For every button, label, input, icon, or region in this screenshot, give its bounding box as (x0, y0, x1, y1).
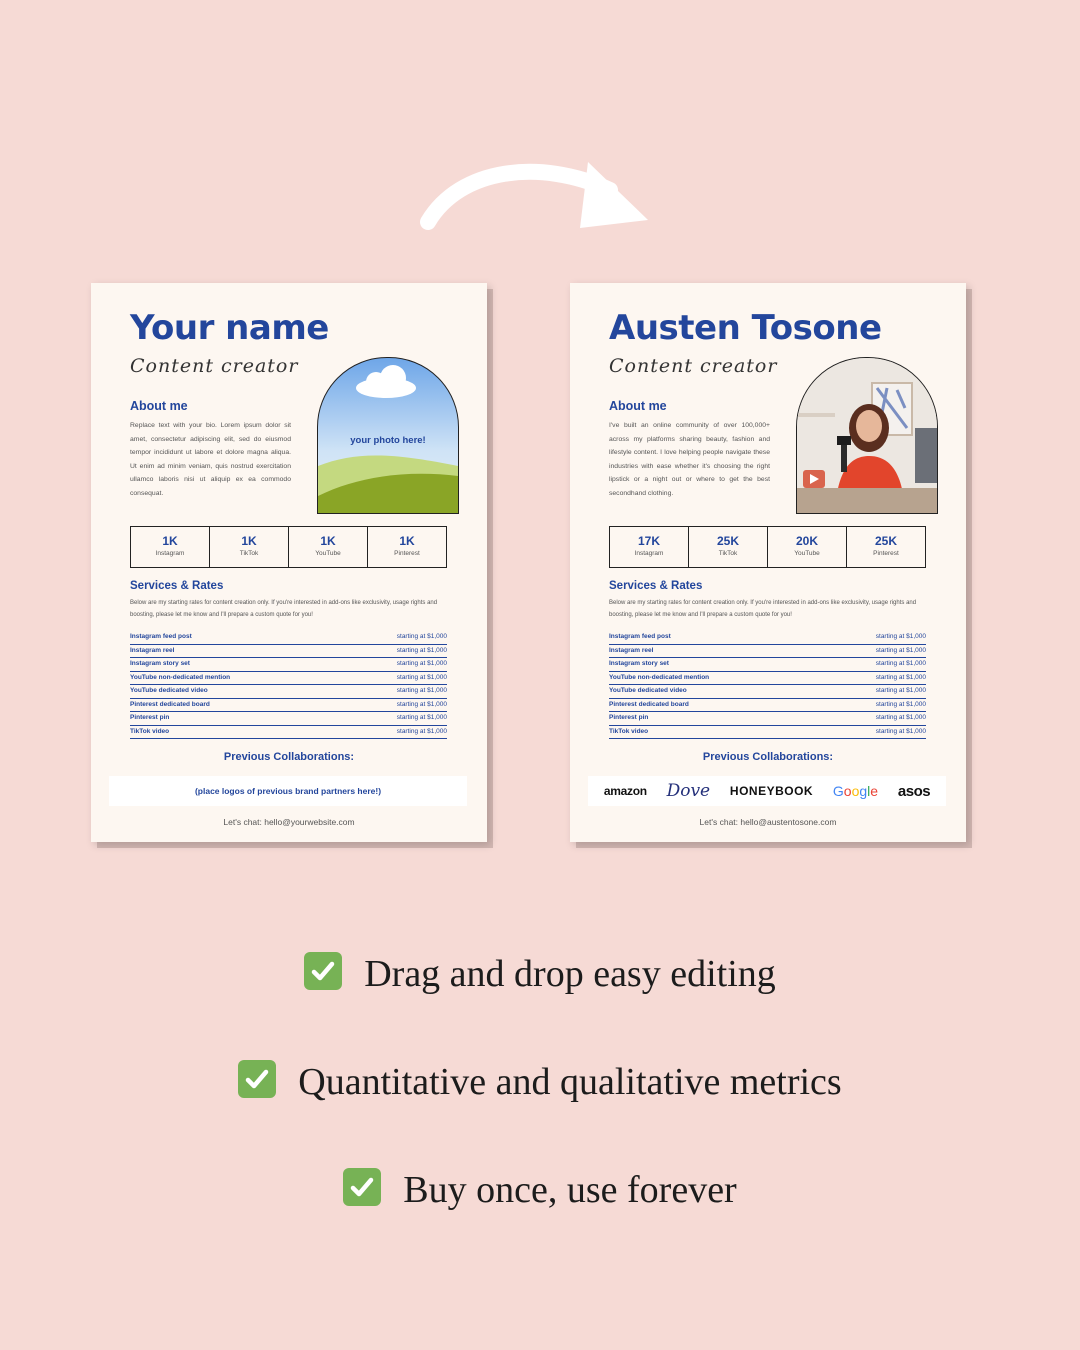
rates-list (130, 631, 447, 739)
rate-row: Instagram reel starting at $1,000 (130, 645, 447, 659)
rate-row: Pinterest dedicated board starting at $1,000 (130, 699, 447, 713)
rate-row: Pinterest dedicated board starting at $1,000 (609, 699, 926, 713)
creator-name: Austen Tosone (609, 308, 882, 348)
photo-placeholder (317, 357, 459, 514)
stat-youtube: 1K YouTube (289, 527, 368, 567)
contact-line: Let's chat: hello@yourwebsite.com (223, 817, 355, 827)
rate-row: Pinterest pin starting at $1,000 (609, 712, 926, 726)
stat-tiktok: 1K TikTok (210, 527, 289, 567)
curved-arrow-icon (420, 150, 660, 245)
stats-box (130, 526, 447, 568)
creator-role: Content creator (609, 355, 778, 377)
honeybook-logo: HONEYBOOK (729, 784, 814, 798)
collab-heading: Previous Collaborations: (223, 751, 355, 763)
rate-row: TikTok video starting at $1,000 (609, 726, 926, 740)
brand-logos-row (588, 776, 946, 806)
feature-text: Quantitative and qualitative metrics (298, 1061, 842, 1103)
stat-youtube: 20K YouTube (768, 527, 847, 567)
feature-text: Drag and drop easy editing (364, 953, 776, 995)
services-note: Below are my starting rates for content creation only. If you're interested in add-ons like exclusivity, usage rights and boosting, please let me know and I'll prepare a custom quote for you! (609, 600, 917, 618)
about-bio: Replace text with your bio. Lorem ipsum dolor sit amet, consectetur adipiscing elit, sed do eiusmod tempor incididunt ut labore et dolore magna aliqua. Ut enim ad minim veniam, quis nostrud exercitation ullamco laboris nisi ut aliquip ex ea commodo consequat. (130, 422, 291, 497)
asos-logo: asos (897, 782, 931, 800)
services-heading: Services & Rates (609, 580, 703, 592)
checkmark-icon (238, 1060, 276, 1098)
rate-row: Instagram feed post starting at $1,000 (130, 631, 447, 645)
creator-name: Your name (130, 308, 329, 348)
photo-placeholder-label: your photo here! (350, 435, 426, 446)
checkmark-icon (304, 952, 342, 990)
rate-row: YouTube non-dedicated mention starting at $1,000 (130, 672, 447, 686)
dove-logo: Dove (666, 781, 711, 801)
services-note: Below are my starting rates for content creation only. If you're interested in add-ons like exclusivity, usage rights and boosting, please let me know and I'll prepare a custom quote for you! (130, 600, 438, 618)
about-bio: I've built an online community of over 100,000+ across my platforms sharing beauty, fashion and lifestyle content. I love helping people navigate these industries with ease whether it's choosing the right lipstick or a night out or where to get the best secondhand clothing. (609, 422, 770, 497)
rate-row: YouTube non-dedicated mention starting at $1,000 (609, 672, 926, 686)
feature-item (0, 1168, 1080, 1212)
contact-line: Let's chat: hello@austentosone.com (699, 817, 837, 827)
rate-row: YouTube dedicated video starting at $1,000 (130, 685, 447, 699)
media-kit-template-card (91, 283, 487, 842)
logos-placeholder-box (109, 776, 467, 806)
amazon-logo: amazon (603, 784, 647, 798)
google-logo: Google (832, 783, 879, 799)
feature-item (0, 1060, 1080, 1104)
stat-pinterest: 1K Pinterest (394, 534, 420, 557)
rate-row: Instagram story set starting at $1,000 (130, 658, 447, 672)
creator-photo-illustration (797, 358, 937, 513)
rate-row: Pinterest pin starting at $1,000 (130, 712, 447, 726)
stat-instagram: 17K Instagram (610, 527, 689, 567)
checkmark-icon (343, 1168, 381, 1206)
stat-pinterest: 25K Pinterest (873, 534, 899, 557)
about-heading: About me (609, 399, 667, 413)
rates-list (609, 631, 926, 739)
rate-row: Instagram feed post starting at $1,000 (609, 631, 926, 645)
rate-row: Instagram story set starting at $1,000 (609, 658, 926, 672)
about-heading: About me (130, 399, 188, 413)
feature-text: Buy once, use forever (403, 1169, 737, 1211)
stat-instagram: 1K Instagram (131, 527, 210, 567)
creator-photo (796, 357, 938, 514)
services-heading: Services & Rates (130, 580, 224, 592)
feature-item (0, 952, 1080, 996)
rate-row: Instagram reel starting at $1,000 (609, 645, 926, 659)
creator-role: Content creator (130, 355, 299, 377)
stat-tiktok: 25K TikTok (689, 527, 768, 567)
logos-placeholder-text: (place logos of previous brand partners here!) (194, 786, 382, 796)
rate-row: TikTok video starting at $1,000 (130, 726, 447, 740)
stats-box (609, 526, 926, 568)
rate-row: YouTube dedicated video starting at $1,000 (609, 685, 926, 699)
media-kit-example-card (570, 283, 966, 842)
collab-heading: Previous Collaborations: (702, 751, 834, 763)
